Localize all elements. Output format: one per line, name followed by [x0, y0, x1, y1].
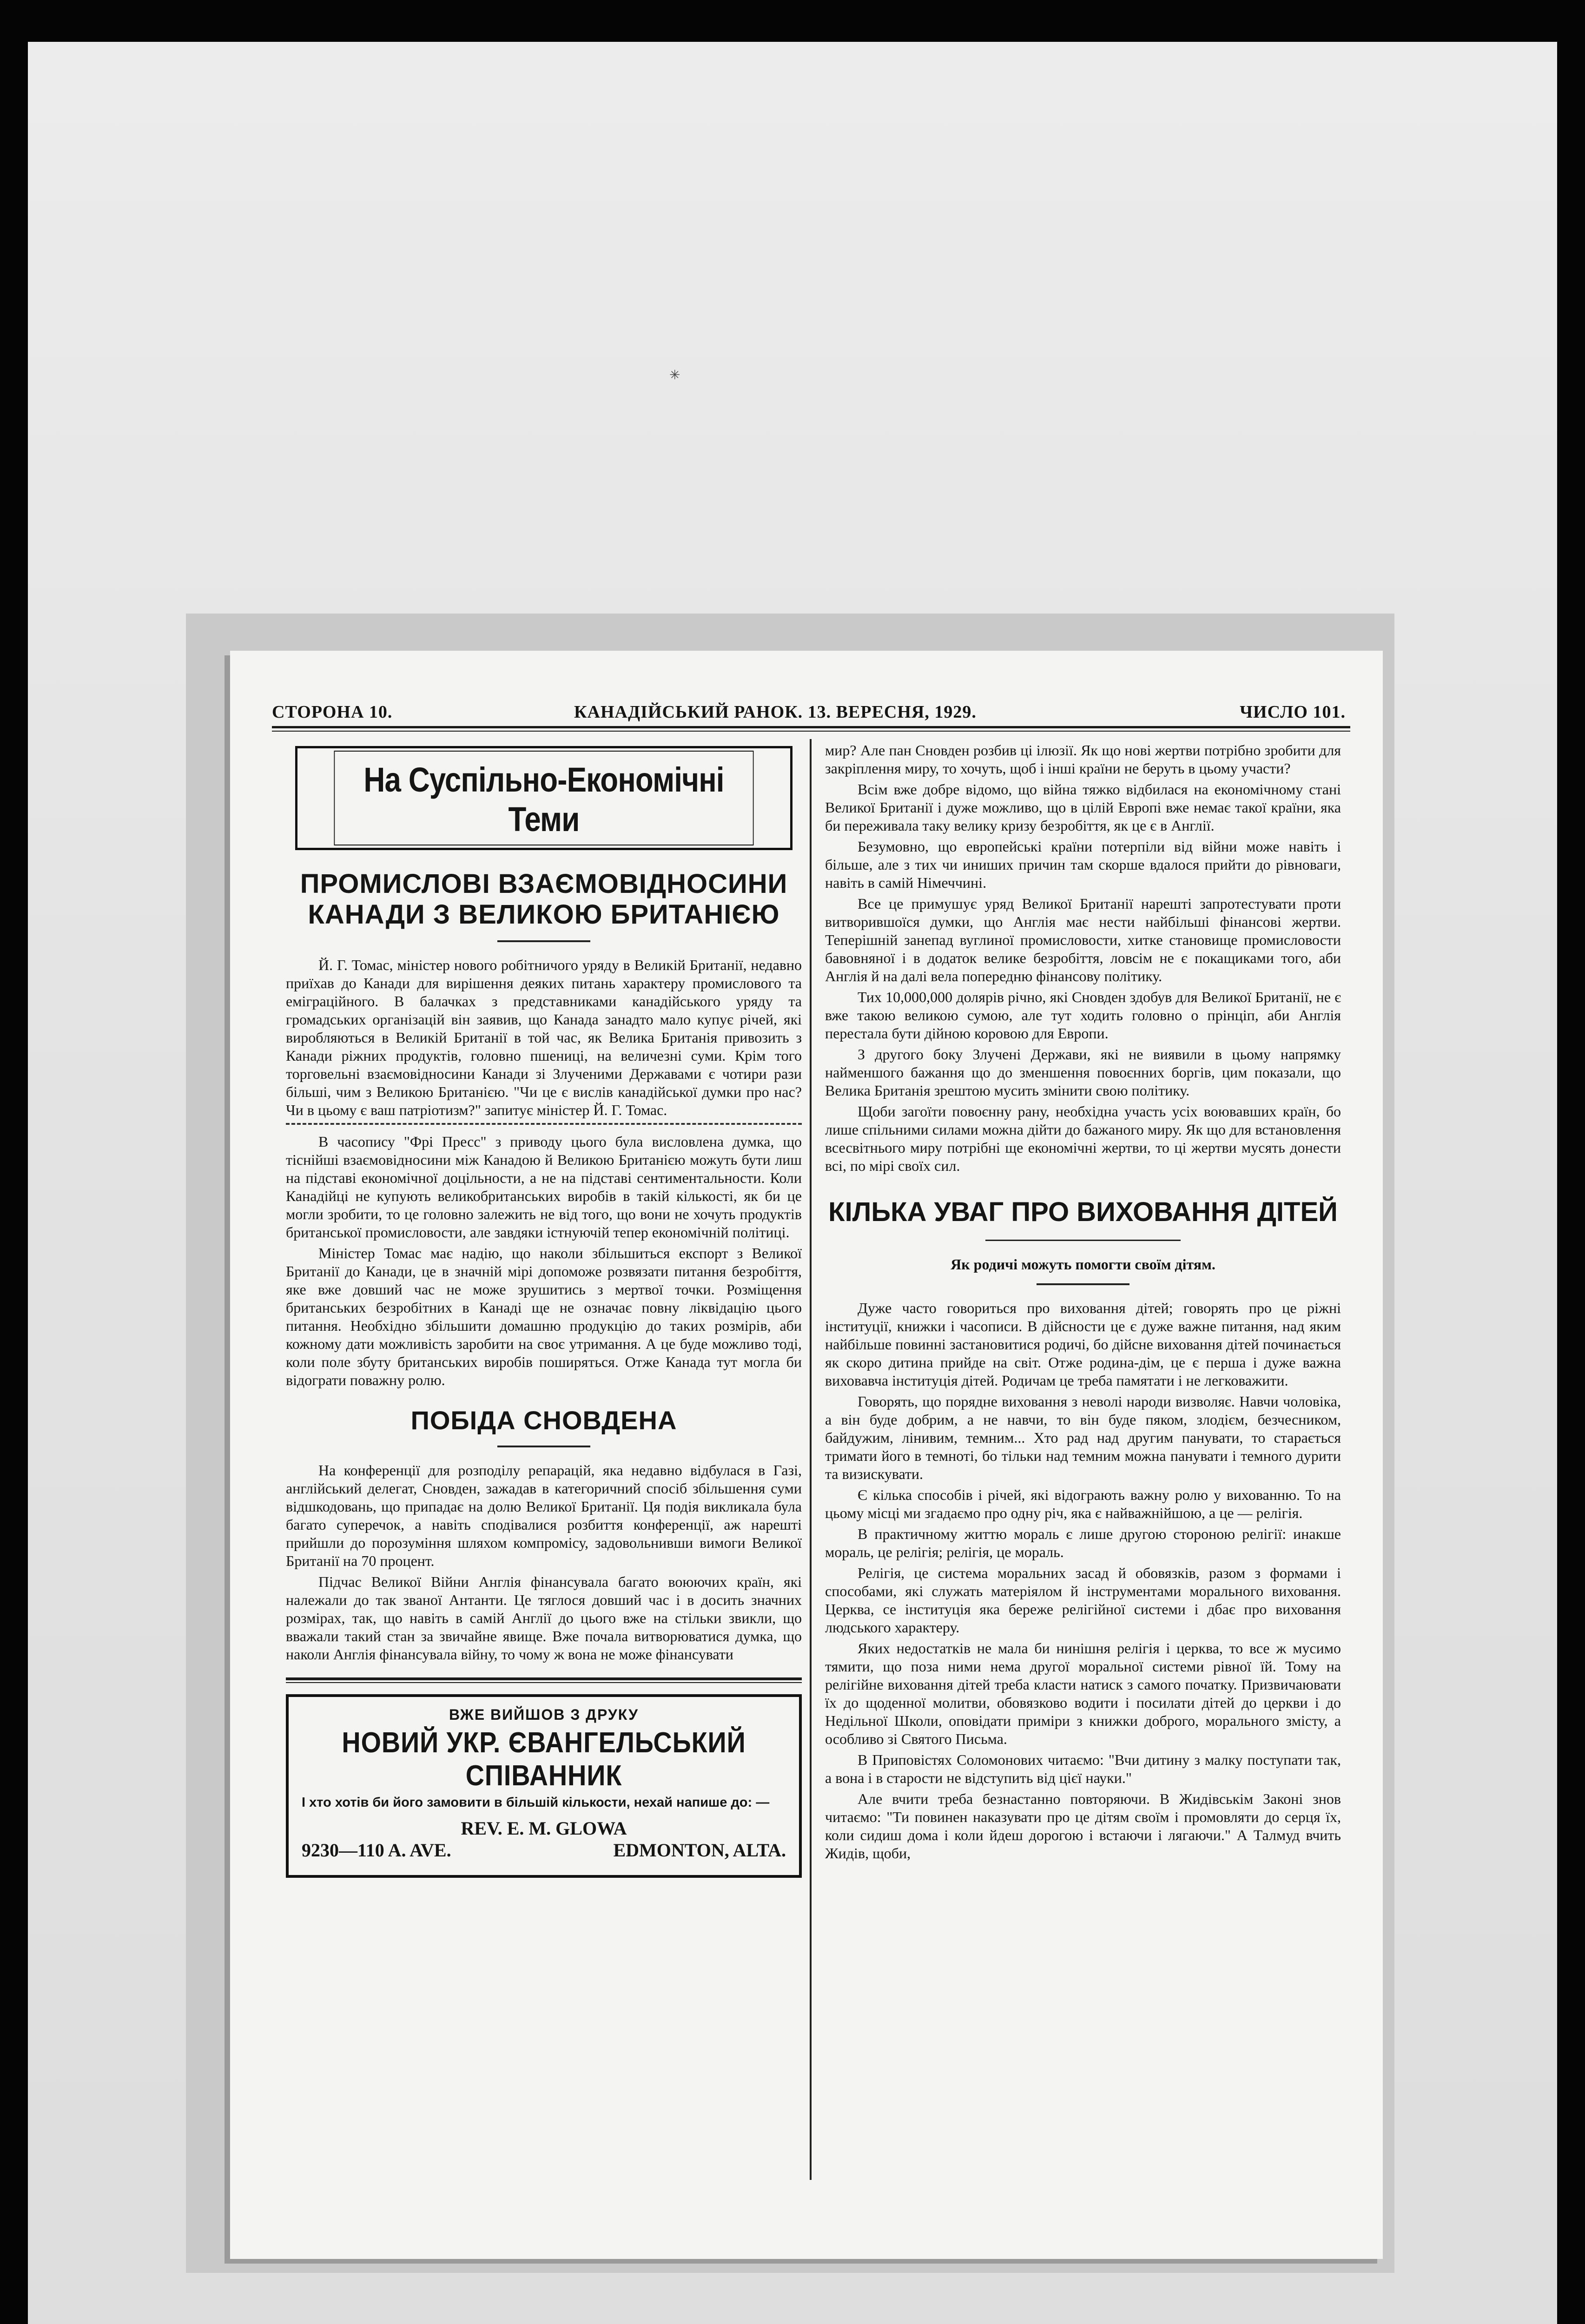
- newspaper-page: [230, 651, 1383, 2259]
- ad-city: EDMONTON, ALTA.: [613, 1840, 786, 1861]
- article-paragraph: мир? Але пан Сновден розбив ці ілюзії. Як що нові жертви потрібно зробити для закріплення миру, то хочуть, щоб і інші країни не беруть в цьому участи?: [825, 742, 1341, 777]
- article-paragraph: Щоби загоїти повоєнну рану, необхідна участь усіх воювавших країн, бо лише спільними силами можна дійти до бажаного миру. Як що для встановлення всесвітнього миру потрібні ще економічні жертви, то ці жертви мусять донести всі, по мірі своїх сил.: [825, 1103, 1341, 1174]
- article-subtitle: Як родичі можуть помогти своїм дітям.: [951, 1256, 1215, 1273]
- article-paragraph: Релігія, це система моральних засад й обовязків, разом з формами і способами, які служать матеріялом й інструментами морального виховання. Церква, се інституція яка береже релігійної системи і дбає про виховання людського характеру.: [825, 1565, 1341, 1636]
- dust-speck: ✳: [669, 368, 680, 383]
- ad-address: [302, 1839, 786, 1861]
- article-paragraph: Яких недостатків не мала би нинішня релігія і церква, то все ж мусимо тямити, що поза ними нема другої моральної системи рівної їй. Тому на релігійне виховання дітей треба класти натиск з самого початку. Призвичаювати їх до щоденної молитви, обовязково водити і посилати дітей до церкви і до Недільної Школи, оповідати приміри з книжки доброго, морального змісту, а особливо зі Святого Письма.: [825, 1640, 1341, 1747]
- article-paragraph: Міністер Томас має надію, що наколи збільшиться експорт з Великої Британії до Канади, це в значній мірі допоможе розвязати питання безробіття, яке вже довший час не може зрушитись з мертвої точки. Розміщення британських безробітних в Канаді ще не означає повну ліквідацію цього питання. Необхідно збільшити домашню продукцію до таких розмірів, аби кожному дати можливість заробити на своє утримання. А це буде можливо тоді, коли поле збуту британських виробів поширяться. Отже Канада тут могла би відограти поважну ролю.: [286, 1245, 802, 1388]
- issue-number: ЧИСЛО 101.: [1240, 702, 1346, 722]
- header-rule: [272, 726, 1350, 728]
- article-title-upbringing: КІЛЬКА УВАГ ПРО ВИХОВАННЯ ДІТЕЙ: [828, 1197, 1338, 1227]
- article-paragraph: Підчас Великої Війни Англія фінансувала багато воюючих країн, які належали до так званої Антанти. Це тяглося довший час і в досить значних розмірах, так, що навіть в самій Англії до цього вже на стільки звикли, що вважали такий стан за звичайне явище. Вже почала витворюватися думка, що наколи Англія фінансувала війну, то чому ж вона не може фінансувати: [286, 1573, 802, 1663]
- article-paragraph: З другого боку Злучені Держави, які не виявили в цьому напрямку найменшого бажання що до зменшення повоєнних боргів, цим показали, що Велика Британія зрештою мусить змінити свою політику.: [825, 1046, 1341, 1099]
- ad-kicker: ВЖЕ ВИЙШОВ З ДРУКУ: [449, 1706, 639, 1723]
- section-banner: [295, 746, 792, 850]
- title-underline: [985, 1240, 1181, 1241]
- article-paragraph: Всім вже добре відомо, що війна тяжко відбилася на економічному стані Великої Британії і дуже можливо, що в цілій Европі вже немає такої країни, яка би переживала таку велику кризу безробіття, як це є в Англії.: [825, 781, 1341, 834]
- subtitle-underline: [1037, 1283, 1129, 1285]
- section-banner-title: На Суспільно-Економічні Теми: [334, 751, 754, 845]
- title-underline: [497, 1446, 590, 1447]
- section-rule-thin: [286, 1682, 802, 1683]
- right-column: [825, 741, 1341, 1865]
- masthead-date: КАНАДІЙСЬКИЙ РАНОК. 13. ВЕРЕСНЯ, 1929.: [574, 702, 977, 722]
- article-paragraph: Дуже часто говориться про виховання дітей; говорять про це ріжні інституції, книжки і часописи. В дійсности це є дуже важне питання, над яким найбільше повинні застановитися родичі, бо дійсне виховання дітей починається як скоро дитина прийде на світ. Отже родина-дім, це є перша і дуже важна виховавча інституція дітей. Родичам це треба памятати і не легковажити.: [825, 1300, 1341, 1389]
- section-rule: [286, 1677, 802, 1680]
- article-paragraph: Й. Г. Томас, міністер нового робітничого уряду в Великій Британії, недавно приїхав до Канади для вирішення деяких питань характеру промислового та еміграційного. В балачках з представниками канадійського уряду та громадських організацій він заявив, що Канада занадто мало купує річей, які виробляються в Великій Британії в той час, як Велика Британія привозить з Канади ріжних продуктів, головно пшениці, на величезні суми. Крім того торговельні взаємовідносини Канади зі Злученими Державами є чотири рази більші, чим з Великою Британією. "Чи це є вислів канадійської думки про нас? Чи в цьому є ваш патріотизм?" запитує міністер Й. Г. Томас.: [286, 957, 802, 1118]
- article-paragraph: Тих 10,000,000 долярів річно, які Сновден здобув для Великої Британії, не є вже такою великою сумою, але тут ходить головно о прінціп, аби Англія перестала бути дійною коровою для Европи.: [825, 989, 1341, 1042]
- dashed-separator: [286, 1123, 802, 1126]
- article-paragraph: Говорять, що порядне виховання з неволі народи визволяє. Навчи чоловіка, а він буде добрим, а не навчи, то він буде пяком, злодієм, безчесником, байдужим, лінивим, темним... Хто рад над другим панувати, то старається тримати його в темноті, бо тільки над темним можна панувати і темного дурити та визискувати.: [825, 1393, 1341, 1482]
- title-underline: [497, 940, 590, 942]
- article-paragraph: На конференції для розподілу репарацій, яка недавно відбулася в Газі, англійський делегат, Сновден, зажадав в категоричний спосіб збільшення суми відшкодовань, що припадає на долю Великої Британії. Ця подія викликала була багато суперечок, а навіть сподівалися розбиття конференції, аж нарешті прийшли до порозуміння шляхом компромісу, задовольнивши вимоги Великої Британії на 70 процент.: [286, 1462, 802, 1569]
- article-paragraph: Є кілька способів і річей, які відограють важну ролю у вихованню. То на цьому місці ми згадаємо про одну річ, яка є найважнійшою, а це — релігія.: [825, 1486, 1341, 1521]
- ad-street: 9230—110 A. AVE.: [302, 1840, 451, 1861]
- column-divider: [810, 739, 812, 2180]
- page-number: СТОРОНА 10.: [272, 702, 393, 722]
- article-paragraph: Безумовно, що европейські країни потерпіли від війни може навіть і більше, але з тих чи иниших причин там скорше вдалося прийти до рівноваги, навіть в самій Німеччині.: [825, 838, 1341, 891]
- article-title-relations: ПРОМИСЛОВІ ВЗАЄМОВІДНОСИНИ КАНАДИ З ВЕЛИКОЮ БРИТАНІЄЮ: [300, 869, 788, 930]
- ad-title: НОВИЙ УКР. ЄВАНГЕЛЬСЬКИЙ СПІВАННИК: [342, 1727, 746, 1792]
- ad-contact-name: REV. E. M. GLOWA: [461, 1818, 627, 1839]
- page-header: [272, 702, 1346, 723]
- header-rule-thin: [272, 731, 1350, 732]
- article-paragraph: В практичному життю мораль є лише другою стороною релігії: инакше мораль, це релігія; релігія, це мораль.: [825, 1525, 1341, 1560]
- ad-body: І хто хотів би його замовити в більшій кількости, нехай напише до: —: [302, 1795, 770, 1810]
- left-column: [286, 741, 802, 1878]
- article-paragraph: Але вчити треба безнастанно повторяючи. В Жидівськім Законі знов читаємо: "Ти повинен наказувати про це дітям своїм і промовляти до серця їх, коли сидиш дома і коли йдеш дорогою і встаючи і лягаючи." А Талмуд вчить Жидів, щоби,: [825, 1790, 1341, 1862]
- article-paragraph: В Приповістях Соломонових читаємо: "Вчи дитину з малку поступати так, а вона і в старости не відступить від цієї науки.": [825, 1751, 1341, 1786]
- article-title-snowden: ПОБІДА СНОВДЕНА: [410, 1406, 677, 1435]
- hymnal-advertisement: [286, 1694, 802, 1878]
- article-paragraph: Все це примушує уряд Великої Британії нарешті запротестувати проти витворившоїся думки, що Англія має нести найбільші фінансові жертви. Теперішній занепад вуглиної промисловости, хитке становище промисловости бавовняної і в додаток велике безробіття, ловсім не є покащиками того, аби Англія й на далі вела попередню фінансову політику.: [825, 895, 1341, 984]
- article-paragraph: В часопису "Фрі Пресс" з приводу цього була висловлена думка, що тіснійші взаємовідносини між Канадою й Великою Британією можуть бути лиш на підставі економічної доцільности, а не на підставі сентиментальности. Коли Канадійці не купують великобританських виробів в такій кількості, як би це могли зробити, то це головно залежить не від того, що вони не хочуть продуктів британської промисловости, але завдяки істнуючій тепер економічній політиці.: [286, 1133, 802, 1241]
